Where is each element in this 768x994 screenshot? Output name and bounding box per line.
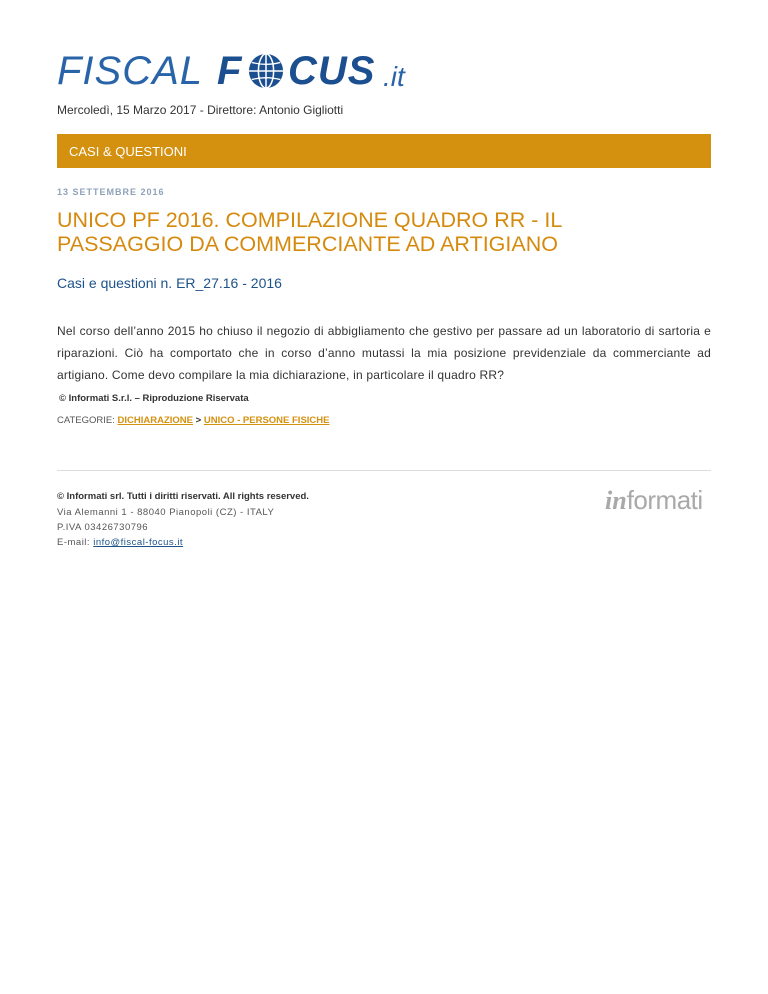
category-link-dichiarazione[interactable]: DICHIARAZIONE [117, 415, 194, 426]
footer-email [57, 537, 183, 548]
footer-email-label: E-mail: [57, 537, 91, 548]
informati-logo-in: in [605, 486, 627, 515]
logo-text-cus: CUS [288, 49, 376, 93]
fiscalfocus-logo[interactable] [57, 46, 417, 96]
category-separator: > [195, 415, 202, 426]
informati-logo[interactable] [605, 486, 703, 515]
section-label[interactable]: CASI & QUESTIONI [69, 144, 187, 159]
logo-text-fiscal: FISCAL [57, 49, 204, 93]
category-link-unico-persone-fisiche[interactable]: UNICO - PERSONE FISICHE [203, 415, 330, 426]
article-copyright: © Informati S.r.l. – Riproduzione Riservata [59, 393, 249, 404]
article-body: Nel corso dell’anno 2015 ho chiuso il negozio di abbigliamento che gestivo per passare ad un laboratorio di sartoria e riparazioni. Ciò ha comportato che in corso d’anno mutassi la mia posizione previdenziale da commerciante ad artigiano. Come devo compilare la mia dichiarazione, in particolare il quadro RR? [57, 324, 711, 382]
footer-divider [57, 470, 711, 471]
categories-label: CATEGORIE: [57, 415, 115, 426]
logo-text-f: F [217, 49, 242, 93]
categories [57, 415, 329, 426]
informati-logo-rest: formati [626, 485, 703, 515]
article-subtitle: Casi e questioni n. ER_27.16 - 2016 [57, 275, 282, 291]
section-banner [57, 134, 711, 168]
footer-vat: P.IVA 03426730796 [57, 522, 149, 533]
logo-text-it: .it [383, 61, 405, 92]
footer-rights: © Informati srl. Tutti i diritti riservati. All rights reserved. [57, 491, 309, 502]
dateline: Mercoledì, 15 Marzo 2017 - Direttore: Antonio Gigliotti [57, 103, 344, 117]
article-date: 13 SETTEMBRE 2016 [57, 187, 165, 197]
globe-icon [247, 52, 285, 90]
footer-address: Via Alemanni 1 - 88040 Pianopoli (CZ) - ITALY [57, 507, 275, 518]
footer-email-link[interactable]: info@fiscal-focus.it [93, 537, 184, 548]
article-title: UNICO PF 2016. COMPILAZIONE QUADRO RR - IL PASSAGGIO DA COMMERCIANTE AD ARTIGIANO [57, 208, 562, 256]
